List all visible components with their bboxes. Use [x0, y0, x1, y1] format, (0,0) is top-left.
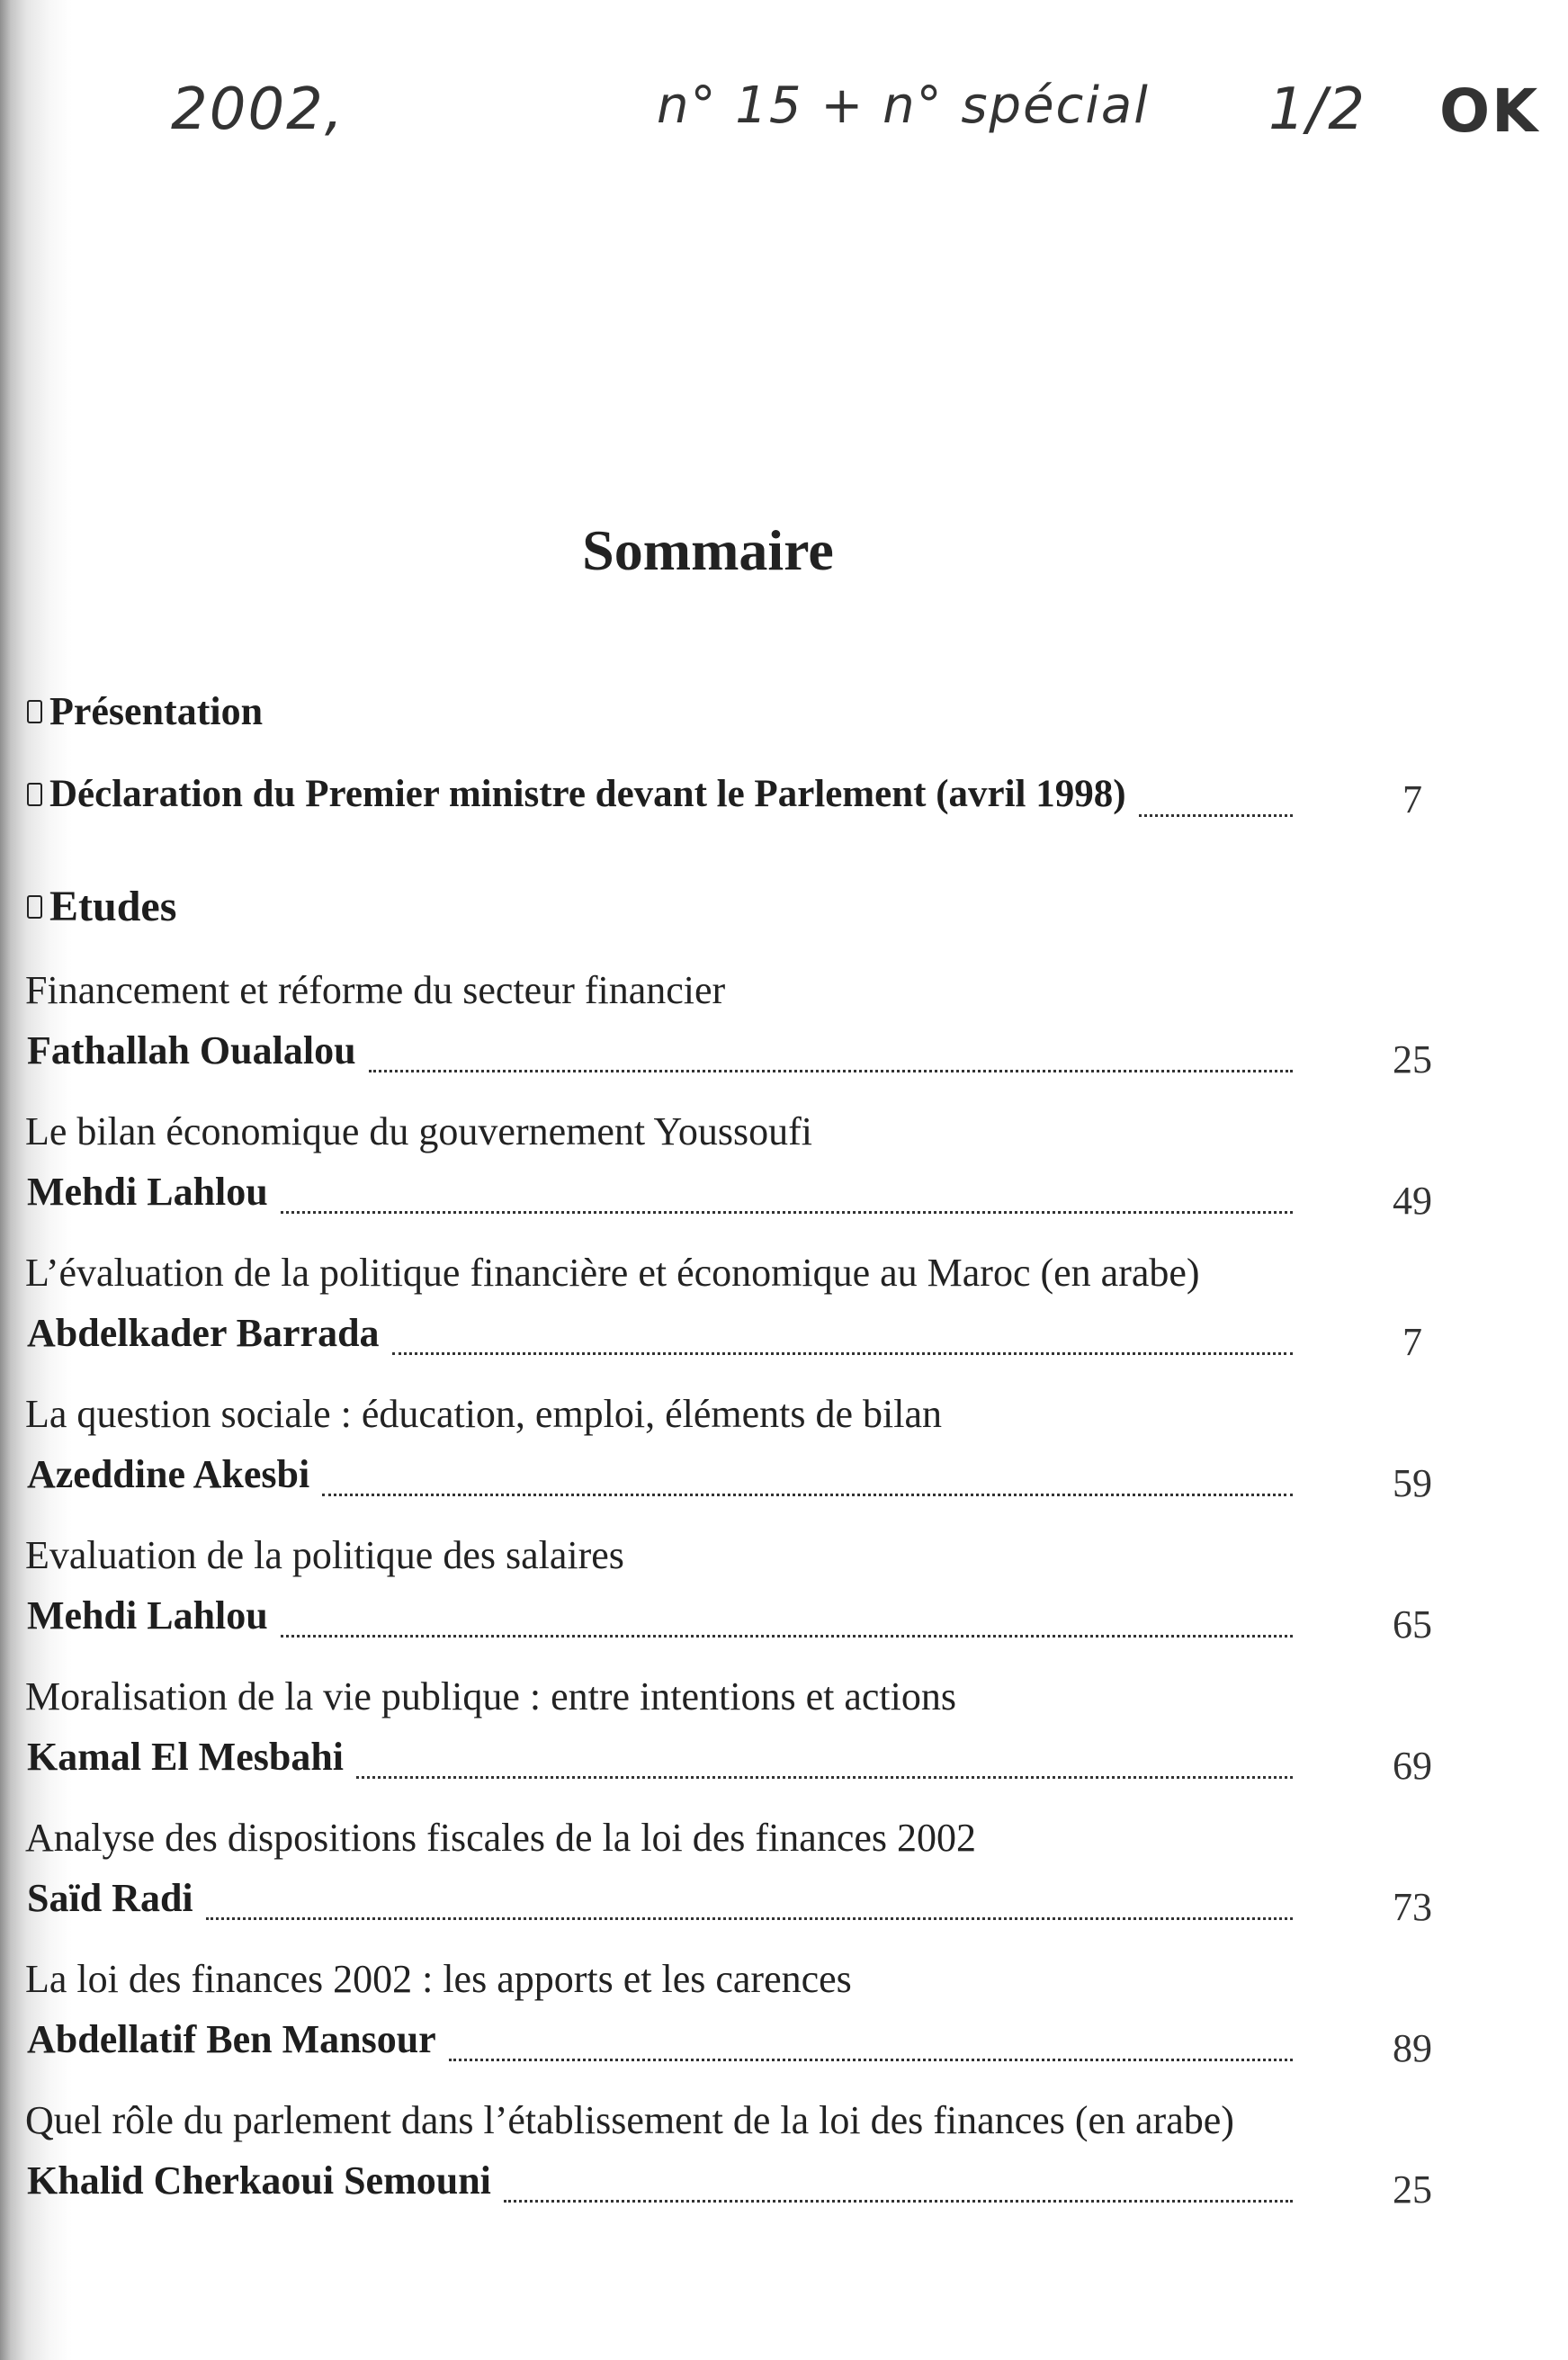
entry-title: Le bilan économique du gouvernement Youssoufi	[25, 1109, 812, 1153]
entry-author: Mehdi Lahlou	[27, 1593, 268, 1638]
dot-leader	[356, 1776, 1293, 1779]
page-number: 69	[1393, 1744, 1432, 1788]
page-number: 7	[1402, 1320, 1422, 1364]
entry-author: Mehdi Lahlou	[27, 1170, 268, 1214]
dot-leader	[392, 1352, 1293, 1355]
handwritten-check: OK	[1439, 76, 1540, 146]
page-number: 89	[1393, 2026, 1432, 2070]
checkbox-square-icon	[27, 895, 42, 919]
entry-author: Kamal El Mesbahi	[27, 1735, 345, 1779]
entry-title: Moralisation de la vie publique : entre intentions et actions	[25, 1674, 956, 1718]
dot-leader	[1139, 814, 1293, 817]
section-label: Présentation	[49, 689, 264, 733]
entry-title: Evaluation de la politique des salaires	[25, 1533, 624, 1577]
section-presentation	[27, 688, 263, 734]
toc-row	[27, 1310, 1309, 1364]
toc-row	[27, 1169, 1309, 1223]
entry-author: Fathallah Oualalou	[27, 1028, 356, 1072]
dot-leader	[449, 2059, 1293, 2061]
page-number: 49	[1393, 1179, 1432, 1223]
section-label: Etudes	[49, 883, 177, 930]
page-number: 7	[1402, 777, 1422, 821]
entry-title: L’évaluation de la politique financière et économique au Maroc (en arabe)	[25, 1251, 1200, 1295]
dot-leader	[504, 2200, 1293, 2203]
entry-author: Saïd Radi	[27, 1876, 193, 1920]
dot-leader	[369, 1070, 1293, 1072]
handwritten-year: 2002,	[171, 76, 345, 143]
page-number: 65	[1393, 1602, 1432, 1647]
page-title: Sommaire	[582, 518, 834, 582]
entry-author: Abdelkader Barrada	[27, 1311, 380, 1355]
toc-row	[27, 1451, 1309, 1505]
toc-row	[27, 1593, 1309, 1647]
toc-row	[27, 1734, 1309, 1788]
entry-title: La question sociale : éducation, emploi, éléments de bilan	[25, 1392, 943, 1436]
toc-row	[27, 1027, 1309, 1081]
page-number: 59	[1393, 1461, 1432, 1505]
handwritten-fraction: 1/2	[1268, 76, 1366, 143]
page-number: 73	[1393, 1885, 1432, 1929]
checkbox-square-icon	[27, 700, 42, 723]
dot-leader	[281, 1635, 1293, 1638]
section-etudes	[27, 882, 176, 931]
toc-row	[27, 1875, 1309, 1929]
page-number: 25	[1393, 2167, 1432, 2212]
entry-title: Financement et réforme du secteur financier	[25, 968, 726, 1012]
toc-row-declaration	[27, 772, 1309, 826]
declaration-label: Déclaration du Premier ministre devant le Parlement (avril 1998)	[49, 773, 1126, 815]
entry-author: Abdellatif Ben Mansour	[27, 2017, 436, 2061]
entry-author: Khalid Cherkaoui Semouni	[27, 2158, 491, 2203]
toc-row	[27, 2016, 1309, 2070]
dot-leader	[206, 1917, 1293, 1920]
entry-author: Azeddine Akesbi	[27, 1452, 310, 1496]
checkbox-square-icon	[27, 783, 42, 806]
page-number: 25	[1393, 1037, 1432, 1081]
entry-title: Analyse des dispositions fiscales de la loi des finances 2002	[25, 1816, 977, 1860]
dot-leader	[322, 1494, 1293, 1496]
toc-row	[27, 2158, 1309, 2212]
entry-title: Quel rôle du parlement dans l’établissement de la loi des finances (en arabe)	[25, 2098, 1234, 2142]
dot-leader	[281, 1211, 1293, 1214]
handwritten-issue: n° 15 + n° spécial	[657, 76, 1150, 135]
entry-title: La loi des finances 2002 : les apports et les carences	[25, 1957, 852, 2001]
